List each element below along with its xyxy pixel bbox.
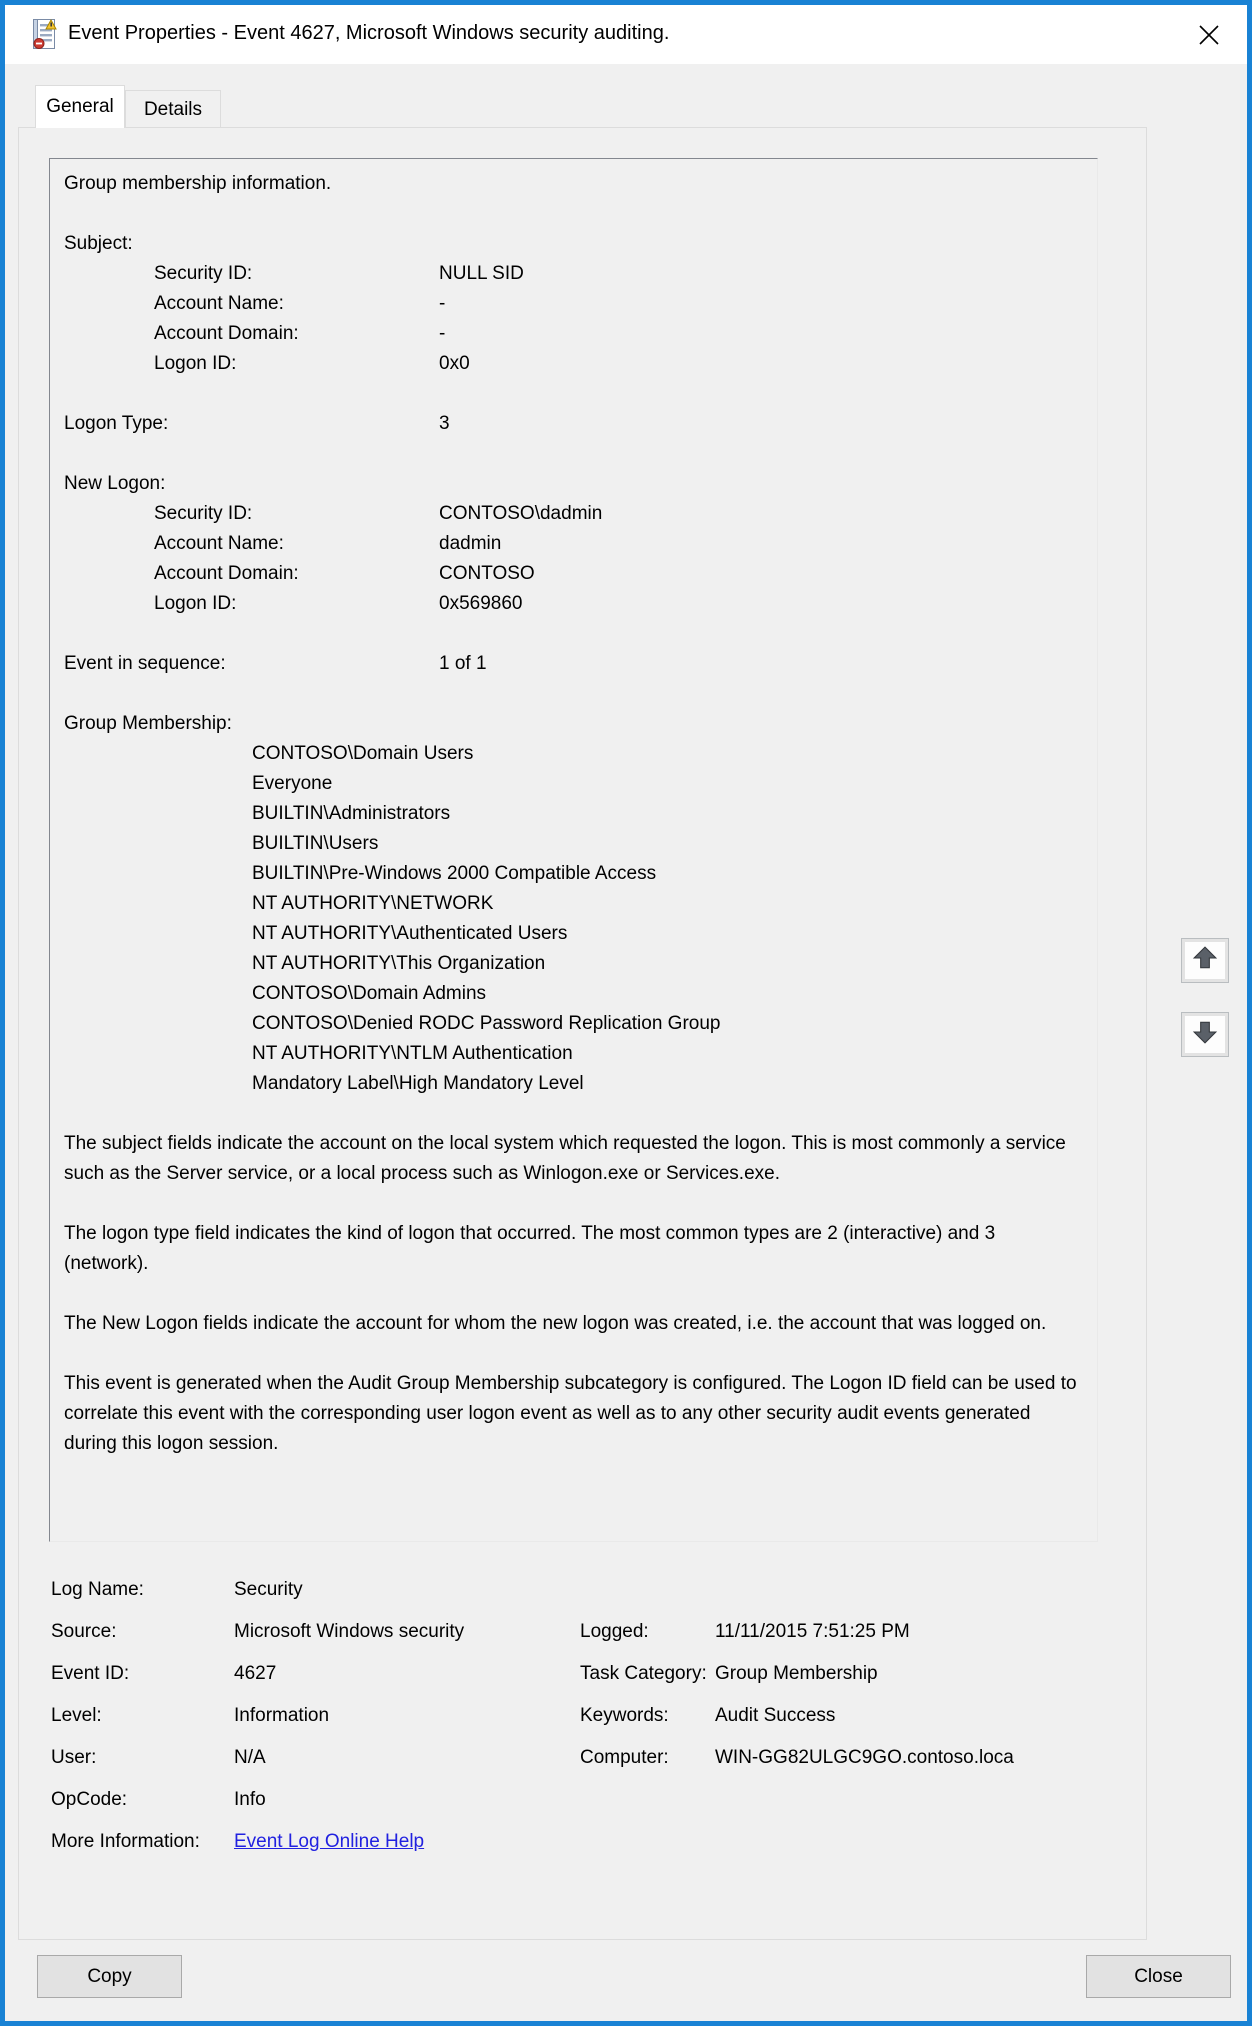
- meta-label: Log Name:: [51, 1579, 144, 1600]
- close-button[interactable]: [1086, 1955, 1231, 1998]
- field-label: Security ID:: [154, 503, 253, 524]
- meta-label: Level:: [51, 1705, 102, 1726]
- field-label: Logon ID:: [154, 353, 237, 374]
- titlebar: [5, 5, 1247, 64]
- down-arrow-icon: [1192, 1019, 1218, 1050]
- new-logon-header: New Logon:: [64, 473, 166, 494]
- group-item: BUILTIN\Administrators: [252, 803, 451, 824]
- field-value: NULL SID: [439, 263, 524, 284]
- event-log-icon: [30, 18, 58, 50]
- subject-header: Subject:: [64, 233, 133, 254]
- meta-value: Microsoft Windows security: [234, 1621, 465, 1642]
- meta-label: Event ID:: [51, 1663, 130, 1684]
- meta-label: Source:: [51, 1621, 117, 1642]
- field-label: Account Domain:: [154, 323, 299, 344]
- meta-label: Logged:: [580, 1621, 649, 1642]
- field-row: [64, 649, 1083, 679]
- meta-value: Group Membership: [715, 1663, 878, 1684]
- group-item: NT AUTHORITY\Authenticated Users: [252, 923, 568, 944]
- meta-value: N/A: [234, 1747, 266, 1768]
- group-item: BUILTIN\Pre-Windows 2000 Compatible Access: [252, 863, 657, 884]
- meta-label: Keywords:: [580, 1705, 669, 1726]
- meta-value: 11/11/2015 7:51:25 PM: [715, 1621, 910, 1642]
- meta-row: [580, 1663, 878, 1685]
- general-tab-page: [18, 127, 1147, 1940]
- field-row: [64, 559, 1083, 589]
- field-label: Logon Type:: [64, 413, 169, 434]
- event-description-area: [49, 158, 1098, 1542]
- field-label: Account Domain:: [154, 563, 299, 584]
- field-row: [64, 589, 1083, 619]
- meta-row: [580, 1621, 910, 1643]
- meta-value: Audit Success: [715, 1705, 836, 1726]
- field-label: Security ID:: [154, 263, 253, 284]
- meta-label: OpCode:: [51, 1789, 128, 1810]
- window-title: Event Properties - Event 4627, Microsoft Windows security auditing.: [68, 22, 670, 44]
- meta-row: [51, 1579, 303, 1601]
- group-item: CONTOSO\Domain Admins: [252, 983, 487, 1004]
- close-icon[interactable]: [1185, 11, 1233, 59]
- description-paragraph: The New Logon fields indicate the account for whom the new logon was created, i.e. the account that was logged on.: [64, 1313, 1047, 1334]
- field-row: [64, 349, 1083, 379]
- meta-row: [580, 1747, 1014, 1769]
- field-row: [64, 319, 1083, 349]
- event-log-online-help-link[interactable]: Event Log Online Help: [234, 1831, 425, 1852]
- group-item: Everyone: [252, 773, 333, 794]
- copy-button-label: Copy: [87, 1965, 132, 1987]
- tab-general[interactable]: [35, 85, 125, 128]
- field-value: 3: [439, 413, 450, 434]
- meta-row: [51, 1831, 424, 1853]
- tab-general-label: General: [46, 96, 114, 117]
- field-label: Account Name:: [154, 293, 284, 314]
- meta-value: WIN-GG82ULGC9GO.contoso.loca: [715, 1747, 1014, 1768]
- meta-row: [51, 1789, 266, 1811]
- field-label: Account Name:: [154, 533, 284, 554]
- field-value: 0x0: [439, 353, 470, 374]
- field-row: [64, 289, 1083, 319]
- group-item: Mandatory Label\High Mandatory Level: [252, 1073, 584, 1094]
- up-arrow-icon: [1192, 945, 1218, 976]
- field-value: CONTOSO\dadmin: [439, 503, 603, 524]
- tab-details-label: Details: [143, 98, 203, 120]
- meta-row: [580, 1705, 835, 1727]
- field-value: dadmin: [439, 533, 502, 554]
- group-item: CONTOSO\Denied RODC Password Replication Group: [252, 1013, 721, 1034]
- group-item: NT AUTHORITY\NTLM Authentication: [252, 1043, 573, 1064]
- field-value: 0x569860: [439, 593, 523, 614]
- next-event-button[interactable]: [1181, 1012, 1229, 1057]
- meta-row: [51, 1621, 464, 1643]
- event-intro: Group membership information.: [64, 173, 332, 194]
- meta-row: [51, 1747, 266, 1769]
- meta-row: [51, 1663, 276, 1685]
- meta-row: [51, 1705, 329, 1727]
- field-row: [64, 409, 1083, 439]
- field-value: -: [439, 293, 446, 314]
- meta-value: Information: [234, 1705, 330, 1726]
- copy-button[interactable]: [37, 1955, 182, 1998]
- previous-event-button[interactable]: [1181, 938, 1229, 983]
- field-label: Event in sequence:: [64, 653, 226, 674]
- group-membership-header: Group Membership:: [64, 713, 232, 734]
- group-item: CONTOSO\Domain Users: [252, 743, 474, 764]
- meta-label: Task Category:: [580, 1663, 707, 1684]
- group-item: BUILTIN\Users: [252, 833, 379, 854]
- group-item: NT AUTHORITY\This Organization: [252, 953, 546, 974]
- field-row: [64, 499, 1083, 529]
- field-value: -: [439, 323, 446, 344]
- meta-value: 4627: [234, 1663, 277, 1684]
- meta-value: Security: [234, 1579, 303, 1600]
- field-label: Logon ID:: [154, 593, 237, 614]
- field-row: [64, 259, 1083, 289]
- close-button-label: Close: [1134, 1965, 1183, 1987]
- meta-label: Computer:: [580, 1747, 669, 1768]
- field-row: [64, 529, 1083, 559]
- description-paragraph: The logon type field indicates the kind of logon that occurred. The most common types are 2 (interactive) and 3 (network).: [64, 1223, 996, 1274]
- meta-label: More Information:: [51, 1831, 200, 1852]
- description-paragraph: The subject fields indicate the account on the local system which requested the logon. This is most commonly a service such as the Server service, or a local process such as Winlogon.exe or Services.exe.: [64, 1133, 1066, 1184]
- meta-value: Info: [234, 1789, 266, 1810]
- meta-label: User:: [51, 1747, 97, 1768]
- field-value: CONTOSO: [439, 563, 535, 584]
- description-paragraph: This event is generated when the Audit Group Membership subcategory is configured. The Logon ID field can be used to correlate this event with the corresponding user logon event as well as to any other security audit events generated during this logon session.: [64, 1373, 1077, 1454]
- field-value: 1 of 1: [439, 653, 487, 674]
- tab-details[interactable]: [125, 90, 221, 128]
- group-item: NT AUTHORITY\NETWORK: [252, 893, 494, 914]
